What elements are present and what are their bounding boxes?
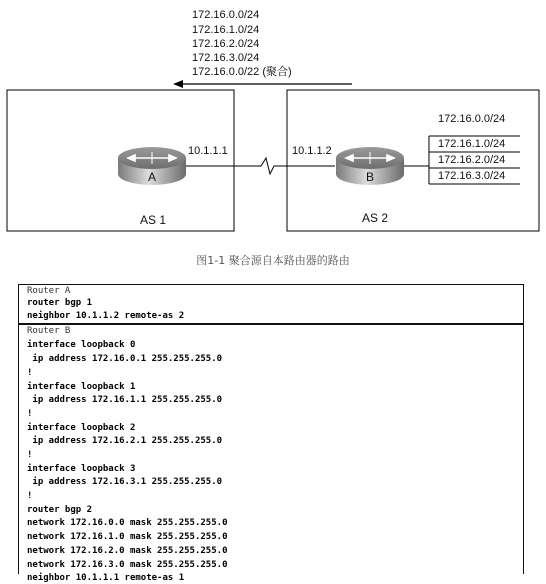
router-b-network: 172.16.0.0/24 bbox=[438, 113, 506, 125]
config-line: router bgp 1 bbox=[27, 298, 93, 308]
as1-label: AS 1 bbox=[140, 213, 167, 227]
advertised-route: 172.16.2.0/24 bbox=[192, 38, 260, 50]
router-b-ip: 10.1.1.2 bbox=[292, 145, 332, 157]
config-line: network 172.16.3.0 mask 255.255.255.0 bbox=[27, 560, 228, 570]
router-b-network: 172.16.3.0/24 bbox=[438, 170, 506, 182]
config-line: ip address 172.16.0.1 255.255.255.0 bbox=[27, 354, 223, 364]
router-a-config-title: Router A bbox=[27, 286, 71, 296]
config-line: ! bbox=[27, 409, 33, 419]
router-a-label: A bbox=[148, 170, 157, 184]
router-b-network: 172.16.2.0/24 bbox=[438, 154, 506, 166]
config-line: ! bbox=[27, 368, 33, 378]
config-line: ! bbox=[27, 491, 33, 501]
router-b-network: 172.16.1.0/24 bbox=[438, 138, 506, 150]
advertised-route: 172.16.3.0/24 bbox=[192, 52, 260, 64]
config-line: interface loopback 2 bbox=[27, 423, 136, 433]
config-listing bbox=[18, 284, 524, 583]
section-divider bbox=[18, 323, 524, 325]
advertised-route: 172.16.0.0/24 bbox=[192, 9, 260, 21]
config-line: interface loopback 1 bbox=[27, 382, 136, 392]
config-line: ip address 172.16.1.1 255.255.255.0 bbox=[27, 395, 223, 405]
config-line: router bgp 2 bbox=[27, 505, 93, 515]
router-b-config-title: Router B bbox=[27, 326, 71, 336]
config-line: neighbor 10.1.1.2 remote-as 2 bbox=[27, 311, 185, 321]
figure-caption: 图1-1 聚合源自本路由器的路由 bbox=[196, 254, 350, 267]
config-line: interface loopback 3 bbox=[27, 464, 136, 474]
config-line: interface loopback 0 bbox=[27, 340, 136, 350]
config-line: network 172.16.2.0 mask 255.255.255.0 bbox=[27, 546, 228, 556]
arrow-head-icon bbox=[173, 80, 183, 88]
top-rule bbox=[18, 284, 524, 285]
config-line: ip address 172.16.2.1 255.255.255.0 bbox=[27, 436, 223, 446]
right-rule bbox=[523, 284, 524, 574]
left-rule bbox=[18, 284, 19, 574]
config-line: ! bbox=[27, 450, 33, 460]
advertised-route: 172.16.1.0/24 bbox=[192, 24, 260, 36]
as2-label: AS 2 bbox=[362, 211, 389, 225]
router-a-ip: 10.1.1.1 bbox=[188, 145, 228, 157]
config-line: neighbor 10.1.1.1 remote-as 1 bbox=[27, 573, 185, 583]
config-line: ip address 172.16.3.1 255.255.255.0 bbox=[27, 477, 223, 487]
network-diagram bbox=[0, 0, 546, 245]
serial-link bbox=[186, 158, 335, 174]
config-line: network 172.16.1.0 mask 255.255.255.0 bbox=[27, 532, 228, 542]
config-line: network 172.16.0.0 mask 255.255.255.0 bbox=[27, 518, 228, 528]
router-b-label: B bbox=[366, 170, 375, 184]
aggregate-route: 172.16.0.0/22 (聚合) bbox=[192, 66, 292, 78]
